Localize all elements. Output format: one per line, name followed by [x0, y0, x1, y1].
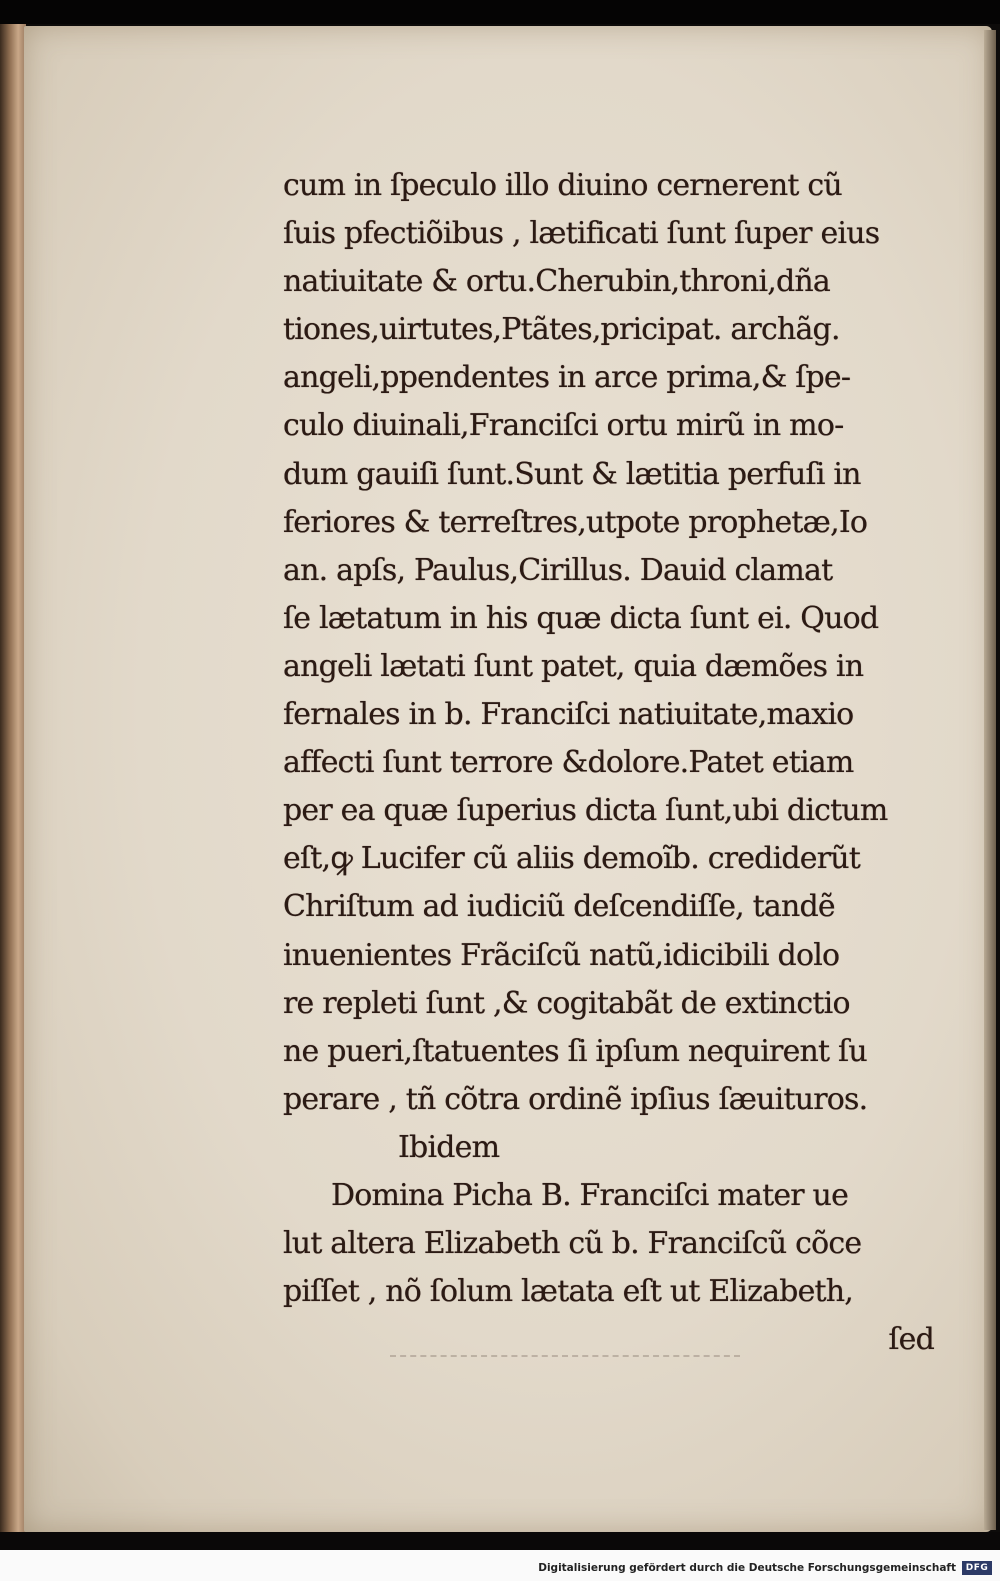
text-line: eſt,ꝙ Lucifer cũ aliis demoĩb. crediderũt [283, 841, 861, 877]
text-line: ne pueri,ſtatuentes ſi ipſum nequirent ſu [283, 1033, 867, 1069]
text-line: dum gauiſi ſunt.Sunt & lætitia perfuſi in [283, 456, 861, 492]
text-line: inuenientes Frãciſcũ natũ,idicibili dolo [283, 937, 840, 973]
text-line: feriores & terreſtres,utpote prophetæ,Io [283, 504, 868, 540]
text-line: ſe lætatum in his quæ dicta ſunt ei. Quod [283, 600, 879, 636]
section-heading: Ibidem [398, 1129, 500, 1165]
page-text [283, 162, 948, 1364]
text-line: Domina Picha B. Franciſci mater ue [331, 1177, 849, 1213]
text-line: lut altera Elizabeth cũ b. Franciſcũ cõce [283, 1226, 862, 1262]
show-through-mark [390, 1355, 740, 1359]
dfg-logo: DFG [962, 1561, 992, 1575]
funding-credit: Digitalisierung gefördert durch die Deutsche Forschungsgemeinschaft [538, 1562, 956, 1574]
text-line: ſuis pfectiõibus , lætificati ſunt ſuper eius [283, 216, 880, 252]
text-line: tiones,uirtutes,Ptãtes,pricipat. archãg. [283, 312, 840, 348]
text-line: cum in ſpeculo illo diuino cernerent cũ [283, 168, 842, 203]
bottom-edge [0, 1532, 1000, 1550]
book-binding [0, 24, 26, 1536]
text-line: per ea quæ ſuperius dicta ſunt,ubi dictum [283, 793, 888, 829]
text-line: angeli lætati ſunt patet, quia dæmões in [283, 648, 864, 684]
text-line: an. apſs, Paulus,Cirillus. Dauid clamat [283, 552, 833, 588]
text-line: perare , tñ cõtra ordinẽ ipſius ſæuituros. [283, 1081, 868, 1117]
text-line: fernales in b. Franciſci natiuitate,maxio [283, 697, 854, 733]
top-edge [0, 0, 1000, 24]
catchword: ſed [888, 1322, 934, 1358]
text-line: affecti ſunt terrore &dolore.Patet etiam [283, 745, 854, 781]
text-line: angeli,ppendentes in arce prima,& ſpe- [283, 360, 851, 396]
text-line: Chriſtum ad iudiciũ deſcendiſſe, tandẽ [283, 889, 835, 925]
text-line: culo diuinali,Franciſci ortu mirũ in mo- [283, 408, 844, 444]
text-line: piſſet , nõ ſolum lætata eſt ut Elizabeth, [283, 1274, 854, 1310]
page-edge [984, 30, 996, 1530]
text-line: re repleti ſunt ,& cogitabãt de extinctio [283, 985, 850, 1021]
text-line: natiuitate & ortu.Cherubin,throni,dña [283, 264, 831, 300]
